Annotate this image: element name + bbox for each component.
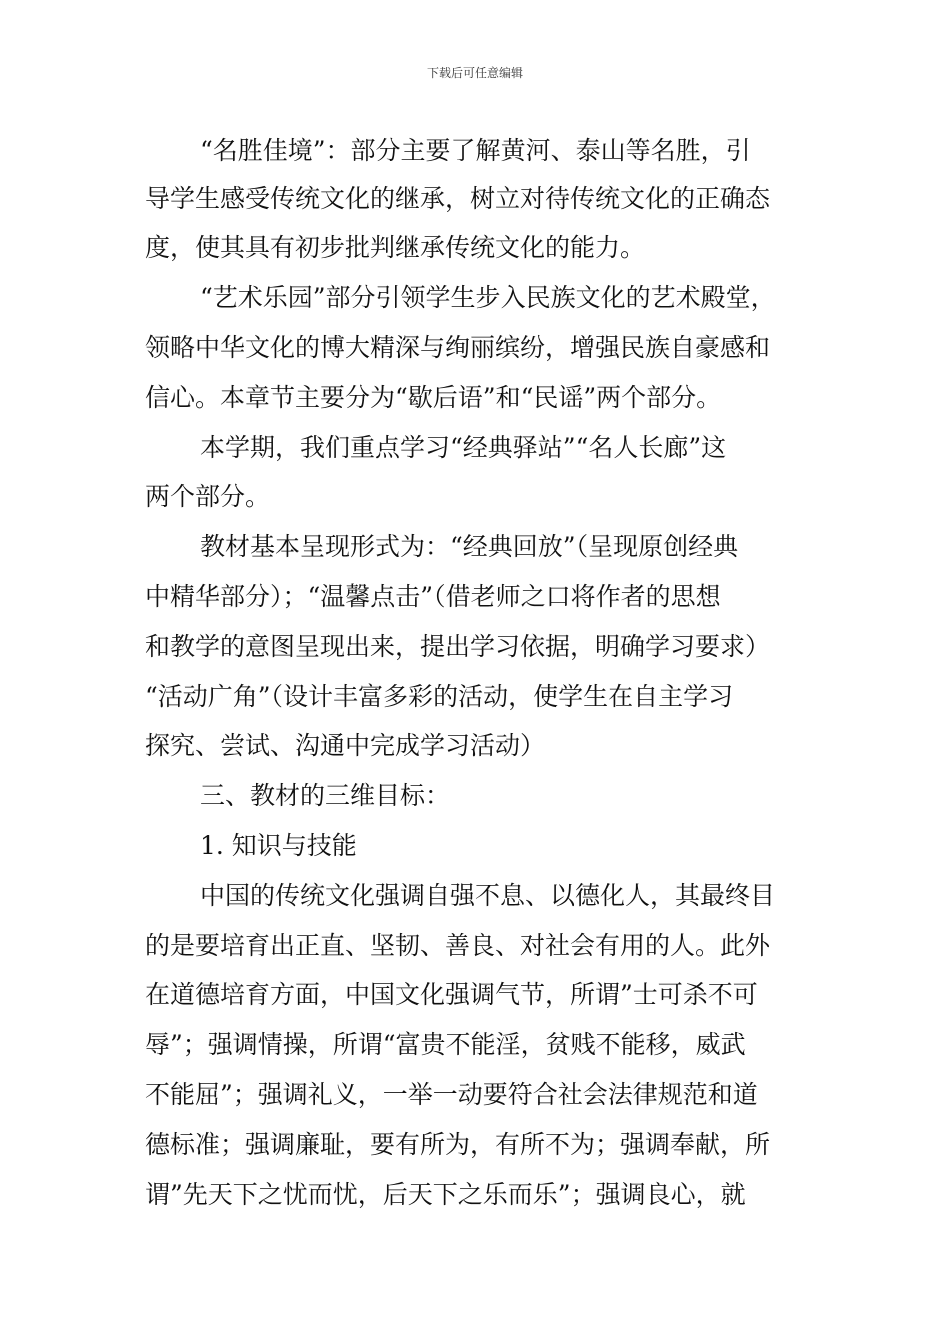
text-line: 和教学的意图呈现出来，提出学习依据，明确学习要求） (145, 632, 771, 661)
text-line: 度，使其具有初步批判继承传统文化的能力。 (145, 233, 646, 262)
text-line: 两个部分。 (145, 482, 271, 511)
text-line: 本学期，我们重点学习“经典驿站”“名人长廊”这 (200, 433, 727, 462)
text-line: 谓”先天下之忧而忧，后天下之乐而乐”；强调良心，就 (145, 1180, 746, 1209)
text-line: 中精华部分）；“温馨点击”（借老师之口将作者的思想 (145, 582, 721, 611)
text-line: 教材基本呈现形式为：“经典回放”（呈现原创经典 (200, 532, 739, 561)
text-line: 不能屈”；强调礼义，一举一动要符合社会法律规范和道 (145, 1080, 758, 1109)
subsection-heading: 1. 知识与技能 (200, 831, 357, 860)
text-line: “艺术乐园”部分引领学生步入民族文化的艺术殿堂， (200, 283, 776, 312)
text-line: 辱”；强调情操，所谓“富贵不能淫，贫贱不能移，威武 (145, 1030, 746, 1059)
text-line: 在道德培育方面，中国文化强调气节，所谓”士可杀不可 (145, 980, 758, 1009)
page-header: 下载后可任意编辑 (426, 66, 523, 80)
text-line: 信心。本章节主要分为“歇后语”和“民谣”两个部分。 (145, 383, 722, 412)
text-line: “活动广角”（设计丰富多彩的活动，使学生在自主学习 (145, 682, 734, 711)
text-line: 的是要培育出正直、坚韧、善良、对社会有用的人。此外 (145, 931, 771, 960)
text-line: 领略中华文化的博大精深与绚丽缤纷，增强民族自豪感和 (145, 333, 771, 362)
text-line: “名胜佳境”：部分主要了解黄河、泰山等名胜，引 (200, 136, 751, 165)
section-heading: 三、教材的三维目标： (200, 781, 451, 810)
text-line: 导学生感受传统文化的继承，树立对待传统文化的正确态 (145, 184, 771, 213)
text-line: 探究、尝试、沟通中完成学习活动） (145, 731, 546, 760)
text-line: 德标准；强调廉耻，要有所为，有所不为；强调奉献，所 (145, 1130, 771, 1159)
text-line: 中国的传统文化强调自强不息、以德化人，其最终目 (200, 881, 776, 910)
